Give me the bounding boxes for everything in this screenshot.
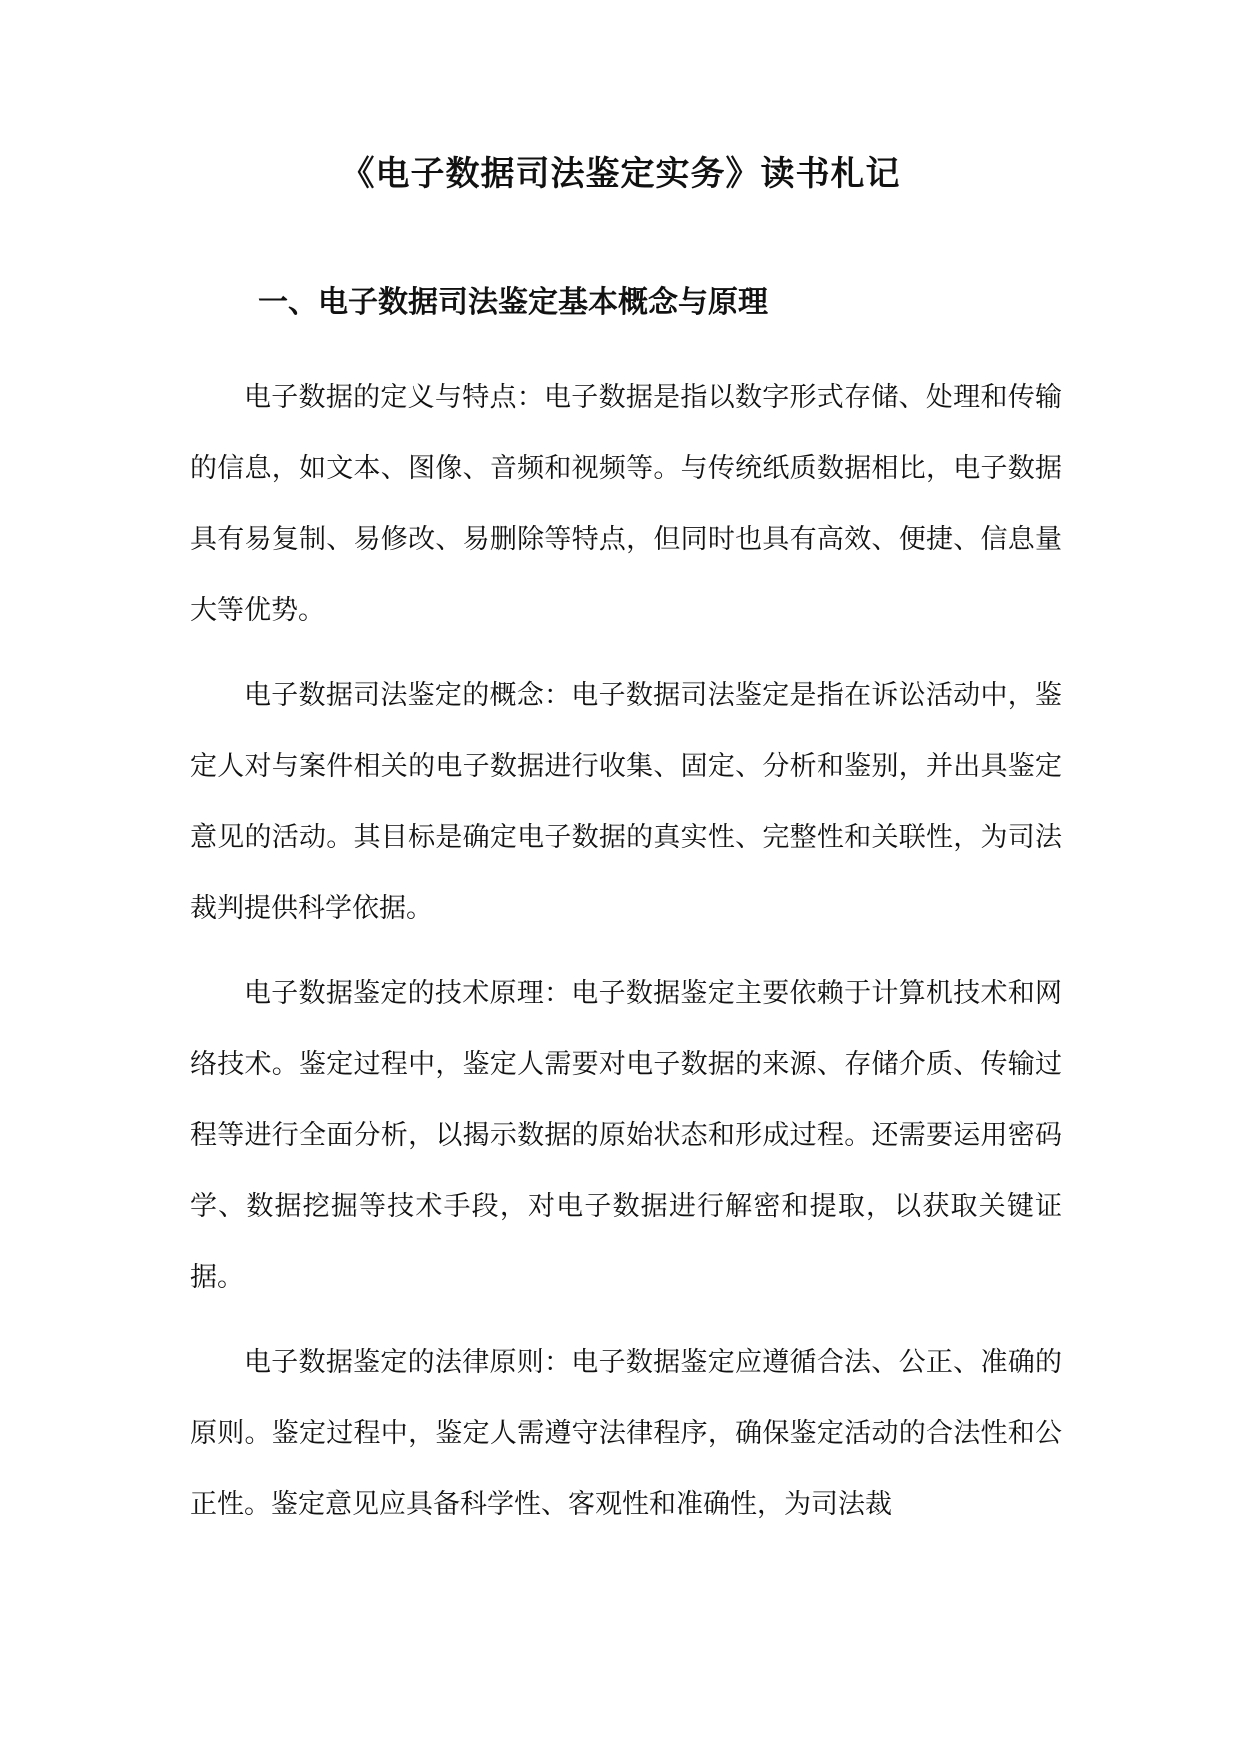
paragraph-technical-principles: 电子数据鉴定的技术原理：电子数据鉴定主要依赖于计算机技术和网络技术。鉴定过程中，鉴定人需要对电子数据的来源、存储介质、传输过程等进行全面分析，以揭示数据的原始状态和形成过程。还需要运用密码学、数据挖掘等技术手段，对电子数据进行解密和提取，以获取关键证据。 — [190, 978, 1062, 1293]
section-body — [190, 362, 1062, 1554]
section-heading: 一、电子数据司法鉴定基本概念与原理 — [258, 285, 768, 320]
paragraph-legal-principles: 电子数据鉴定的法律原则：电子数据鉴定应遵循合法、公正、准确的原则。鉴定过程中，鉴定人需遵守法律程序，确保鉴定活动的合法性和公正性。鉴定意见应具备科学性、客观性和准确性，为司法裁 — [190, 1347, 1062, 1520]
document-title: 《电子数据司法鉴定实务》读书札记 — [340, 154, 901, 194]
paragraph-electronic-data-definition: 电子数据的定义与特点：电子数据是指以数字形式存储、处理和传输的信息，如文本、图像、音频和视频等。与传统纸质数据相比，电子数据具有易复制、易修改、易删除等特点，但同时也具有高效、便捷、信息量大等优势。 — [190, 382, 1062, 626]
paragraph-forensic-appraisal-concept: 电子数据司法鉴定的概念：电子数据司法鉴定是指在诉讼活动中，鉴定人对与案件相关的电子数据进行收集、固定、分析和鉴别，并出具鉴定意见的活动。其目标是确定电子数据的真实性、完整性和关联性，为司法裁判提供科学依据。 — [190, 680, 1062, 924]
